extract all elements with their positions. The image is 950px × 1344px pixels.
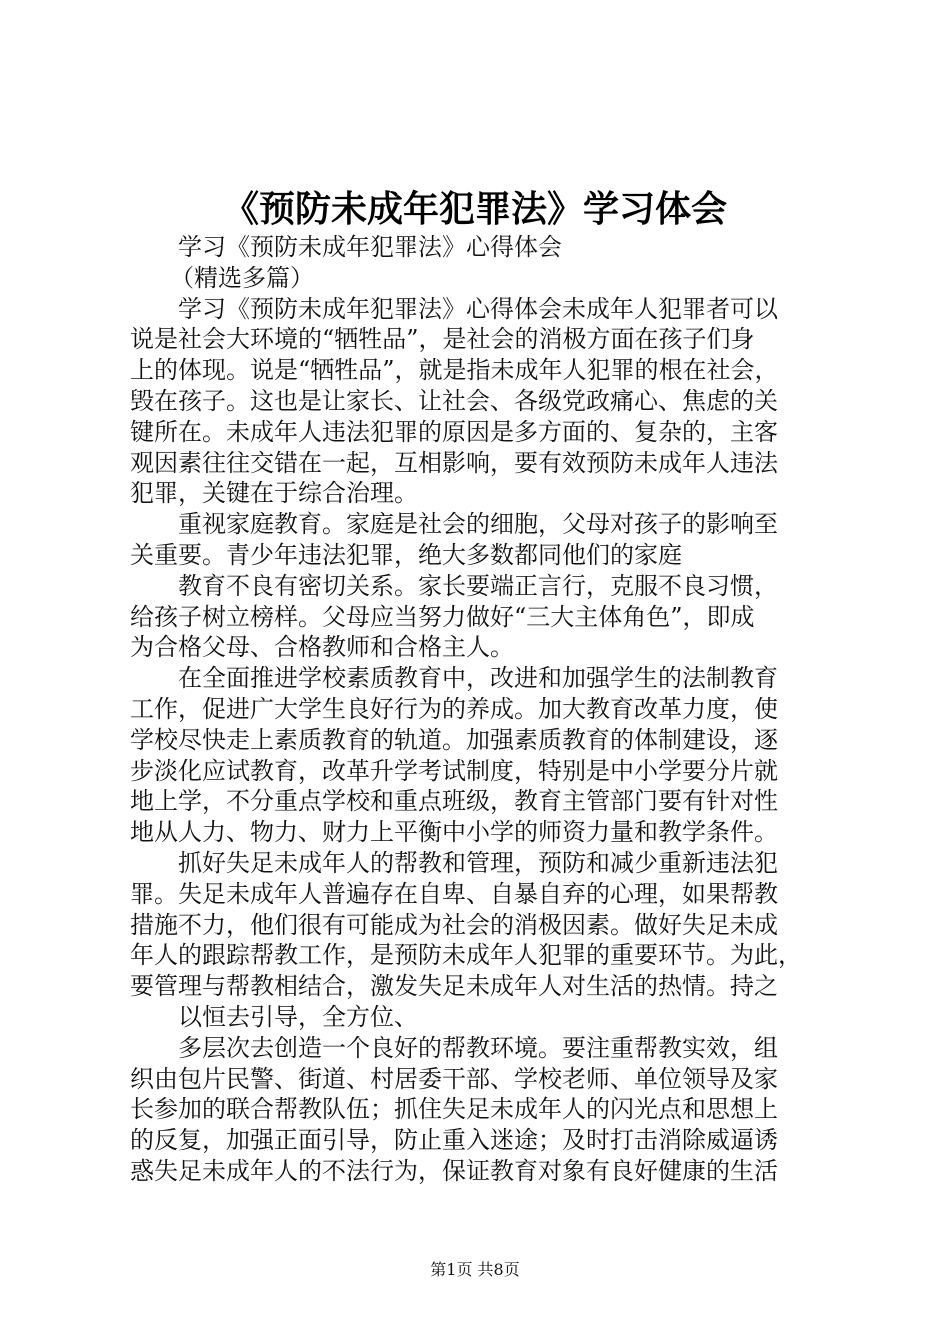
paragraph-line: 毁在孩子。这也是让家长、让社会、各级党政痛心、焦虑的关 — [130, 386, 778, 415]
paragraph-line: 犯罪，关键在于综合治理。 — [130, 479, 418, 508]
paragraph-line: 在全面推进学校素质教育中，改进和加强学生的法制教育 — [178, 664, 778, 693]
paragraph-line: 抓好失足未成年人的帮教和管理，预防和减少重新违法犯 — [178, 848, 778, 877]
subtitle-note: （精选多篇） — [170, 263, 314, 292]
paragraph-line: 给孩子树立榜样。父母应当努力做好“三大主体角色”，即成 — [130, 602, 755, 631]
paragraph-line: 重视家庭教育。家庭是社会的细胞，父母对孩子的影响至 — [178, 510, 778, 539]
paragraph-line: 织由包片民警、街道、村居委干部、学校老师、单位领导及家 — [130, 1064, 778, 1093]
paragraph-line: 长参加的联合帮教队伍；抓住失足未成年人的闪光点和思想上 — [130, 1095, 778, 1124]
paragraph-line: 多层次去创造一个良好的帮教环境。要注重帮教实效，组 — [178, 1033, 778, 1062]
paragraph-line: 上的体现。说是“牺牲品”，就是指未成年人犯罪的根在社会， — [130, 356, 779, 385]
paragraph-line: 惑失足未成年人的不法行为，保证教育对象有良好健康的生活 — [130, 1156, 778, 1185]
paragraph-line: 要管理与帮教相结合，激发失足未成年人对生活的热情。持之 — [130, 972, 778, 1001]
paragraph-line: 键所在。未成年人违法犯罪的原因是多方面的、复杂的，主客 — [130, 417, 778, 446]
paragraph-line: 罪。失足未成年人普遍存在自卑、自暴自弃的心理，如果帮教 — [130, 879, 778, 908]
paragraph-line: 为合格父母、合格教师和合格主人。 — [130, 633, 514, 662]
paragraph-line: 年人的跟踪帮教工作，是预防未成年人犯罪的重要环节。为此， — [130, 941, 802, 970]
paragraph-line: 学校尽快走上素质教育的轨道。加强素质教育的体制建设，逐 — [130, 725, 778, 754]
document-body — [130, 232, 830, 1187]
paragraph-line: 教育不良有密切关系。家长要端正言行，克服不良习惯， — [178, 571, 778, 600]
paragraph-line: 说是社会大环境的“牺牲品”，是社会的消极方面在孩子们身 — [130, 325, 755, 354]
paragraph-line: 步淡化应试教育，改革升学考试制度，特别是中小学要分片就 — [130, 756, 778, 785]
paragraph-line: 地从人力、物力、财力上平衡中小学的师资力量和教学条件。 — [130, 818, 778, 847]
paragraph-line: 关重要。青少年违法犯罪，绝大多数都同他们的家庭 — [130, 540, 682, 569]
paragraph-line: 以恒去引导，全方位、 — [178, 1002, 418, 1031]
document-title: 《预防未成年犯罪法》学习体会 — [222, 188, 727, 230]
paragraph-line: 地上学，不分重点学校和重点班级，教育主管部门要有针对性 — [130, 787, 778, 816]
paragraph-line: 的反复，加强正面引导，防止重入迷途；及时打击消除威逼诱 — [130, 1126, 778, 1155]
subtitle-line: 学习《预防未成年犯罪法》心得体会 — [178, 233, 562, 261]
page-footer: 第1页 共8页 — [430, 1260, 520, 1279]
paragraph-line: 学习《预防未成年犯罪法》心得体会未成年人犯罪者可以 — [178, 294, 778, 323]
paragraph-line: 措施不力，他们很有可能成为社会的消极因素。做好失足未成 — [130, 910, 778, 939]
paragraph-line: 工作，促进广大学生良好行为的养成。加大教育改革力度，使 — [130, 694, 778, 723]
paragraph-line: 观因素往往交错在一起，互相影响，要有效预防未成年人违法 — [130, 448, 778, 477]
